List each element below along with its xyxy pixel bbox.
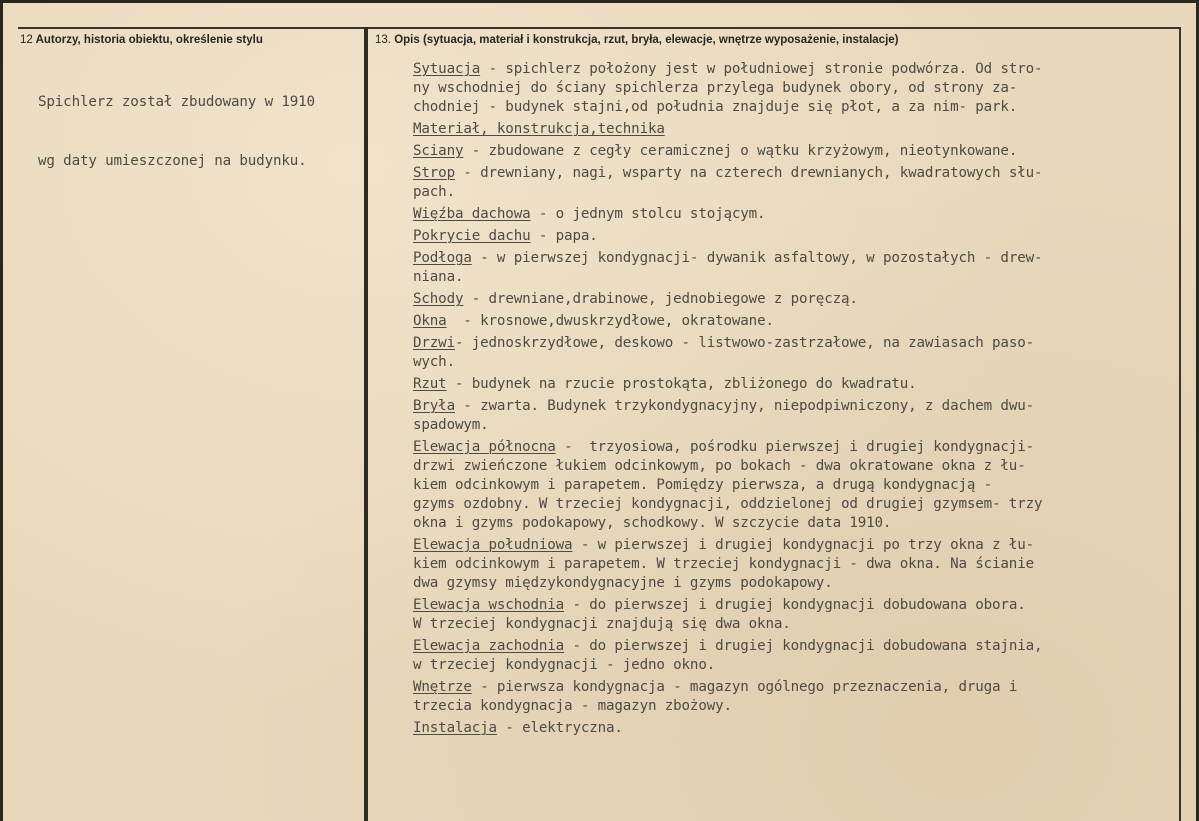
description-line [413,312,1042,331]
description-line [413,397,1042,416]
description-line [413,438,1042,457]
sheet-top-edge [0,0,1199,3]
description-paragraph [413,120,1042,139]
section-text: - spichlerz położony jest w południowej stronie podwórza. Od stro- [480,61,1043,77]
description-paragraph [413,142,1042,161]
description-paragraph [413,536,1042,593]
description-paragraph [413,60,1042,117]
description-paragraph [413,438,1042,533]
right-column-title-bold: Opis [394,34,420,46]
section-keyword: Sytuacja [413,61,481,77]
section-keyword: Sciany [413,143,464,159]
section-text: - budynek na rzucie prostokąta, zbliżonego do kwadratu. [446,376,917,392]
left-column-title: Autorzy, historia obiektu, określenie stylu [35,34,263,46]
description-line: trzecia kondygnacja - magazyn zbożowy. [413,698,732,714]
section-text: - w pierwszej i drugiej kondygnacji po trzy okna z łu- [572,537,1034,553]
section-text: - zwarta. Budynek trzykondygnacyjny, niepodpiwniczony, z dachem dwu- [454,398,1034,414]
description-line [413,60,1042,79]
description-line: ny wschodniej do ściany spichlerza przylega budynek obory, od strony za- [413,80,1018,96]
sheet-left-edge [0,0,3,821]
section-keyword: Podłoga [413,250,472,266]
section-keyword: Instalacja [413,720,497,736]
column-divider [364,27,368,821]
section-text: - jednoskrzydłowe, deskowo - listwowo-zastrzałowe, na zawiasach paso- [454,335,1034,351]
form-top-rule [18,27,1181,29]
description-paragraph [413,227,1042,246]
section-keyword: Więźba dachowa [413,206,531,222]
section-keyword: Elewacja wschodnia [413,597,565,613]
left-column-number: 12 [20,34,33,46]
description-line [413,334,1042,353]
description-line: pach. [413,184,455,200]
right-column-number: 13. [375,34,391,46]
description-line: dwa gzymsy międzykondygnacyjne i gzyms podokapowy. [413,575,833,591]
section-text: - do pierwszej i drugiej kondygnacji dobudowana obora. [564,597,1026,613]
section-text: - w pierwszej kondygnacji- dywanik asfaltowy, w pozostałych - drew- [471,250,1043,266]
section-text: - zbudowane z cegły ceramicznej o wątku krzyżowym, nieotynkowane. [463,143,1018,159]
description-paragraph [413,719,1042,738]
description-paragraph [413,375,1042,394]
description-line: niana. [413,269,464,285]
description-line [413,227,1042,246]
description-line [413,164,1042,183]
description-line: kiem odcinkowym i parapetem. W trzeciej kondygnacji - dwa okna. Na ścianie [413,556,1034,572]
description-line: W trzeciej kondygnacji znajdują się dwa okna. [413,616,791,632]
description-paragraph [413,678,1042,716]
description-line [413,142,1042,161]
description-line: chodniej - budynek stajni,od południa znajduje się płot, a za nim- park. [413,99,1018,115]
description-line: spadowym. [413,417,489,433]
description-text [413,60,1042,741]
description-line [413,249,1042,268]
description-paragraph [413,290,1042,309]
right-column-title-rest: (sytuacja, materiał i konstrukcja, rzut, bryła, elewacje, wnętrze wyposażenie, instalacje) [422,34,899,46]
description-line [413,678,1042,697]
section-keyword: Strop [413,165,455,181]
description-paragraph [413,205,1042,224]
section-keyword: Elewacja południowa [413,537,573,553]
section-keyword: Materiał, konstrukcja,technika [413,121,665,137]
description-line: gzyms ozdobny. W trzeciej kondygnacji, oddzielonej od drugiej gzymsem- trzy [413,496,1043,512]
description-paragraph [413,249,1042,287]
description-paragraph [413,164,1042,202]
description-line [413,637,1042,656]
history-line: Spichlerz został zbudowany w 1910 [38,94,315,110]
description-line [413,596,1042,615]
section-keyword: Wnętrze [413,679,472,695]
section-text: - o jednym stolcu stojącym. [530,206,766,222]
description-paragraph [413,397,1042,435]
description-line [413,290,1042,309]
section-keyword: Bryła [413,398,455,414]
description-paragraph [413,596,1042,634]
description-paragraph [413,312,1042,331]
section-text: - do pierwszej i drugiej kondygnacji dobudowana stajnia, [564,638,1043,654]
section-text: - trzyosiowa, pośrodku pierwszej i drugiej kondygnacji- [555,439,1034,455]
section-keyword: Okna [413,313,447,329]
right-column-header [375,34,899,46]
section-keyword: Pokrycie dachu [413,228,531,244]
section-text: - drewniany, nagi, wsparty na czterech drewnianych, kwadratowych słu- [454,165,1043,181]
description-line: okna i gzyms podokapowy, schodkowy. W szczycie data 1910. [413,515,892,531]
left-column-header [20,34,263,46]
section-text: - papa. [530,228,598,244]
section-text: - drewniane,drabinowe, jednobiegowe z poręczą. [463,291,858,307]
section-keyword: Rzut [413,376,447,392]
section-text: - krosnowe,dwuskrzydłowe, okratowane. [446,313,774,329]
description-paragraph [413,637,1042,675]
description-line [413,205,1042,224]
section-keyword: Schody [413,291,464,307]
description-line: w trzeciej kondygnacji - jedno okno. [413,657,716,673]
section-keyword: Elewacja północna [413,439,556,455]
section-keyword: Drzwi [413,335,455,351]
description-line: wych. [413,354,455,370]
description-paragraph [413,334,1042,372]
section-text: - elektryczna. [496,720,623,736]
description-line [413,536,1042,555]
history-line: wg daty umieszczonej na budynku. [38,153,307,169]
description-line [413,719,1042,738]
description-line [413,120,1042,139]
history-text [38,53,315,211]
section-text: - pierwsza kondygnacja - magazyn ogólnego przeznaczenia, druga i [471,679,1018,695]
form-right-rule [1179,27,1181,821]
description-line [413,375,1042,394]
description-line: kiem odcinkowym i parapetem. Pomiędzy pierwsza, a drugą kondygnacją - [413,477,993,493]
description-line: drzwi zwieńczone łukiem odcinkowym, po bokach - dwa okratowane okna z łu- [413,458,1026,474]
section-keyword: Elewacja zachodnia [413,638,565,654]
